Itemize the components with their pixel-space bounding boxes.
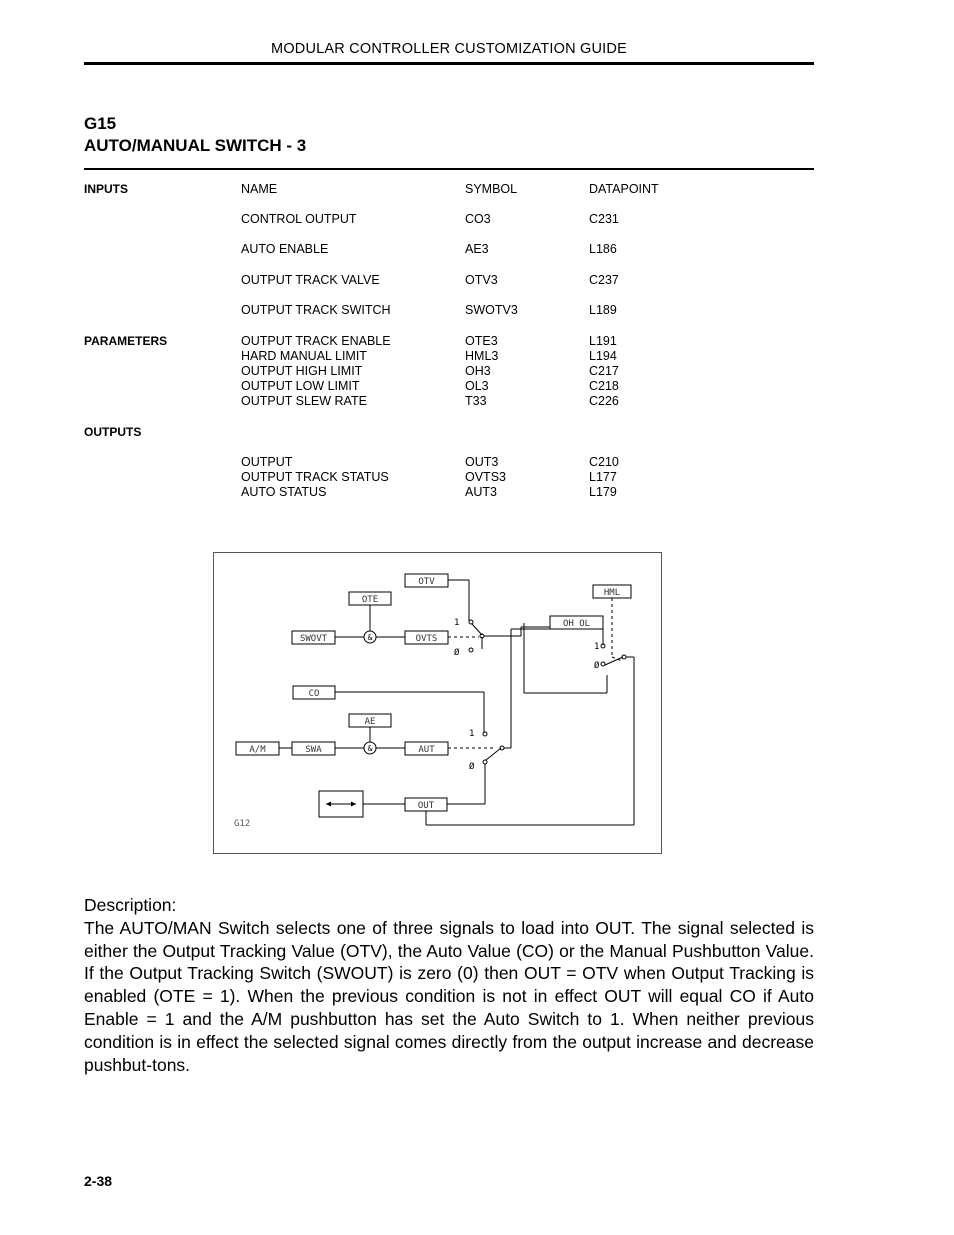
limit-switch: [426, 598, 634, 825]
output-name: OUTPUT: [241, 455, 293, 469]
input-datapoint: L189: [589, 303, 617, 317]
block-ote: [349, 592, 391, 605]
input-datapoint: C237: [589, 273, 619, 287]
output-name: AUTO STATUS: [241, 485, 327, 499]
param-datapoint: L194: [589, 349, 617, 363]
svg-text:OTE: OTE: [361, 595, 379, 605]
param-datapoint: C226: [589, 394, 619, 408]
header-rule: [84, 62, 814, 65]
svg-text:SWA: SWA: [305, 745, 322, 755]
output-symbol: AUT3: [465, 485, 497, 499]
input-symbol: SWOTV3: [465, 303, 518, 317]
svg-text:OVTS: OVTS: [415, 634, 438, 644]
label-outputs: OUTPUTS: [84, 425, 142, 439]
block-ohol: [550, 616, 603, 629]
svg-text:AUT: AUT: [418, 745, 435, 755]
output-datapoint: C210: [589, 455, 619, 469]
block-out: [405, 798, 447, 811]
param-name: OUTPUT SLEW RATE: [241, 394, 367, 408]
param-symbol: OH3: [465, 364, 491, 378]
output-symbol: OUT3: [465, 455, 499, 469]
input-datapoint: L186: [589, 242, 617, 256]
block-swovt: [292, 631, 335, 644]
svg-text:CO: CO: [308, 689, 320, 699]
param-symbol: OL3: [465, 379, 489, 393]
svg-text:&: &: [367, 744, 373, 753]
and-gate-lower: [364, 742, 376, 754]
section-code: G15: [84, 114, 117, 133]
svg-text:OH OL: OH OL: [562, 619, 591, 629]
and-gate-upper: [364, 631, 376, 643]
param-name: OUTPUT HIGH LIMIT: [241, 364, 363, 378]
block-ovts: [405, 631, 448, 644]
svg-text:Ø: Ø: [594, 661, 600, 671]
svg-text:A/M: A/M: [249, 745, 266, 755]
page-number: 2-38: [84, 1173, 113, 1189]
svg-text:Ø: Ø: [454, 648, 460, 658]
param-datapoint: L191: [589, 334, 617, 348]
pushbutton-block: [319, 791, 363, 817]
upper-switch: [454, 618, 473, 658]
input-name: CONTROL OUTPUT: [241, 212, 357, 226]
label-parameters: PARAMETERS: [84, 334, 168, 348]
block-ae: [349, 714, 391, 727]
param-datapoint: C218: [589, 379, 619, 393]
section-title: AUTO/MANUAL SWITCH - 3: [84, 136, 307, 155]
title-rule: [84, 168, 814, 170]
svg-text:1: 1: [469, 729, 475, 739]
input-name: OUTPUT TRACK SWITCH: [241, 303, 391, 317]
lower-connections: [279, 629, 550, 804]
svg-text:1: 1: [594, 642, 600, 652]
col-symbol: SYMBOL: [465, 182, 518, 196]
col-datapoint: DATAPOINT: [589, 182, 659, 196]
description-body: The AUTO/MAN Switch selects one of three signals to load into OUT. The signal selected is either the Output Tracking Value (OTV), the Auto Value (CO) or the Manual Pushbutton Value. If the Output Tracking Switch (SWOUT) is zero (0) then OUT = OTV when Output Tracking is enabled (OTE = 1). When the previous condition is not in effect OUT will equal CO if Auto Enable = 1 and the A/M pushbutton has set the Auto Switch to 1. When neither previous condition is in effect the selected signal comes directly from the output increase and decrease pushbut-tons.: [84, 917, 814, 1075]
param-name: OUTPUT TRACK ENABLE: [241, 334, 391, 348]
param-name: OUTPUT LOW LIMIT: [241, 379, 360, 393]
output-datapoint: L179: [589, 485, 617, 499]
svg-text:1: 1: [454, 618, 460, 628]
svg-text:Ø: Ø: [469, 762, 475, 772]
switch-diagram: [213, 552, 662, 854]
svg-text:SWOVT: SWOVT: [299, 634, 328, 644]
input-symbol: OTV3: [465, 273, 498, 287]
output-symbol: OVTS3: [465, 470, 506, 484]
output-name: OUTPUT TRACK STATUS: [241, 470, 389, 484]
block-hml: [593, 585, 631, 598]
input-name: AUTO ENABLE: [241, 242, 329, 256]
svg-text:&: &: [367, 633, 373, 642]
figure-id: G12: [234, 819, 251, 829]
input-datapoint: C231: [589, 212, 619, 226]
description-heading: Description:: [84, 895, 177, 915]
block-co: [293, 686, 335, 699]
input-symbol: AE3: [465, 242, 489, 256]
col-name: NAME: [241, 182, 278, 196]
block-swa: [292, 742, 335, 755]
output-datapoint: L177: [589, 470, 617, 484]
input-symbol: CO3: [465, 212, 491, 226]
block-otv: [405, 574, 448, 587]
param-datapoint: C217: [589, 364, 619, 378]
description: [84, 894, 814, 1076]
param-symbol: T33: [465, 394, 487, 408]
running-header: MODULAR CONTROLLER CUSTOMIZATION GUIDE: [271, 41, 627, 57]
block-am: [236, 742, 279, 755]
param-symbol: HML3: [465, 349, 499, 363]
svg-text:OTV: OTV: [418, 577, 435, 587]
svg-text:OUT: OUT: [417, 801, 435, 811]
label-inputs: INPUTS: [84, 182, 129, 196]
input-name: OUTPUT TRACK VALVE: [241, 273, 380, 287]
block-aut: [405, 742, 448, 755]
svg-text:AE: AE: [364, 717, 376, 727]
svg-text:HML: HML: [603, 588, 621, 598]
param-name: HARD MANUAL LIMIT: [241, 349, 367, 363]
param-symbol: OTE3: [465, 334, 498, 348]
